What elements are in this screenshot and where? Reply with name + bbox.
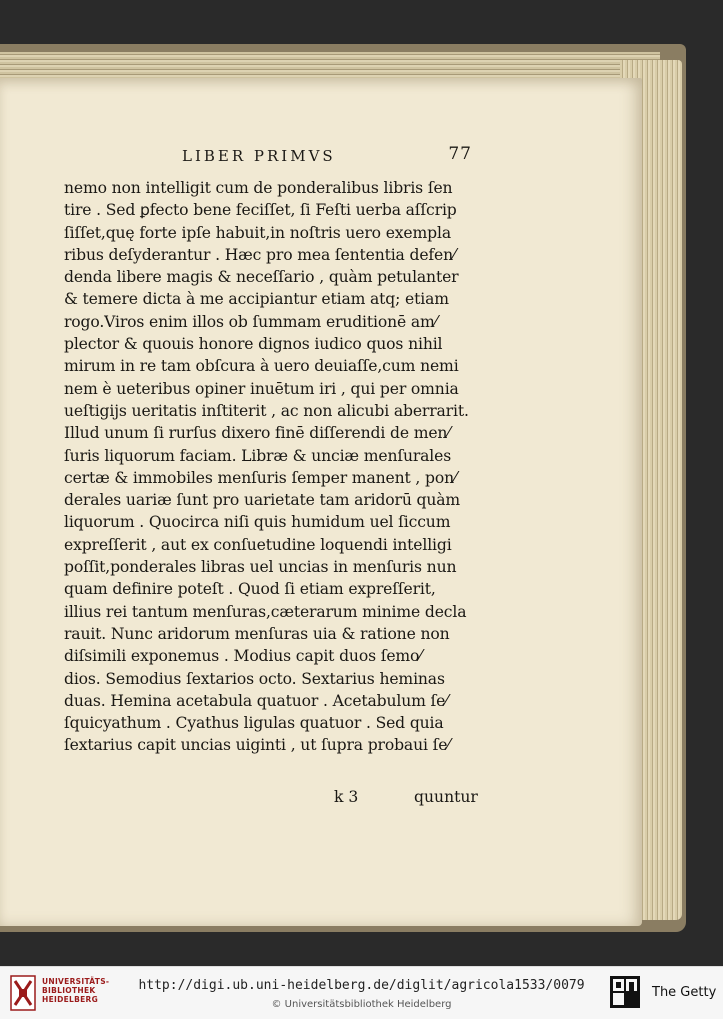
permalink-url[interactable]: http://digi.ub.uni-heidelberg.de/diglit/agricola1533/0079 xyxy=(138,978,585,993)
text-line: denda libere magis & neceſſario , quàm petulanter xyxy=(64,268,459,287)
text-line: ſuris liquorum faciam. Libræ & unciæ menſurales xyxy=(64,446,452,465)
text-line: quam definire poteſt . Quod ſi etiam expreſſerit, xyxy=(64,580,436,599)
catchword: quuntur xyxy=(414,788,478,806)
text-line: certæ & immobiles menſuris ſemper manent , pon⁄ xyxy=(64,468,457,487)
text-line: rauit. Nunc aridorum menſuras uia & ratione non xyxy=(64,624,450,643)
library-name-line: UNIVERSITÄTS- xyxy=(42,977,110,986)
text-line: dios. Semodius ſextarios octo. Sextarius heminas xyxy=(64,669,445,688)
text-line: nem è ueteribus opiner inuētum iri , qui per omnia xyxy=(64,379,459,398)
text-line: rogo.Viros enim illos ob ſummam eruditionē am⁄ xyxy=(64,312,438,331)
text-line: & temere dicta à me accipiantur etiam atq; etiam xyxy=(64,290,449,309)
text-block xyxy=(64,177,484,757)
viewer-footer xyxy=(0,966,723,1019)
text-line: ſextarius capit uncias uiginti , ut ſupra probaui ſe⁄ xyxy=(64,736,450,755)
text-line: expreſſerit , aut ex conſuetudine loquendi intelligi xyxy=(64,535,452,554)
getty-logo-icon[interactable] xyxy=(610,976,640,1008)
partner-name: The Getty xyxy=(652,985,717,1000)
text-line: mirum in re tam obſcura à uero deuiaſſe,cum nemi xyxy=(64,357,459,376)
text-line: poſſit,ponderales libras uel uncias in menſuris nun xyxy=(64,558,457,577)
text-line: ueſtigijs ueritatis inſtiterit , ac non alicubi aberrarit. xyxy=(64,401,469,420)
text-line: duas. Hemina acetabula quatuor . Acetabulum ſe⁄ xyxy=(64,691,448,710)
text-line: liquorum . Quocirca niſi quis humidum uel ſiccum xyxy=(64,513,451,532)
page-header xyxy=(182,144,472,171)
signature-mark: k 3 xyxy=(334,788,359,806)
page-number: 77 xyxy=(448,144,472,164)
signature-line xyxy=(64,788,484,812)
text-line: nemo non intelligit cum de ponderalibus libris ſen xyxy=(64,179,453,197)
text-line: illius rei tantum menſuras,cæterarum minime decla xyxy=(64,602,467,621)
text-line: plector & quouis honore dignos iudico quos nihil xyxy=(64,335,443,354)
text-line: ſquicyathum . Cyathus ligulas quatuor . Sed quia xyxy=(64,714,444,733)
text-line: ribus deſyderantur . Hæc pro mea ſententia defen⁄ xyxy=(64,245,456,264)
library-name-line: BIBLIOTHEK xyxy=(42,986,96,995)
text-line: ſiſſet,quę forte ipſe habuit,in noſtris uero exempla xyxy=(64,223,451,242)
library-name-line: HEIDELBERG xyxy=(42,995,99,1004)
text-line: tire . Sed ꝑfecto bene feciſſet, ſi Feſti uerba aſſcrip xyxy=(64,201,457,220)
text-line: diſsimili exponemus . Modius capit duos ſemo⁄ xyxy=(64,647,422,666)
text-line: Illud unum ſi rurſus dixero finē diſſerendi de men⁄ xyxy=(64,424,450,443)
running-head: LIBER PRIMVS xyxy=(182,147,336,165)
copyright-notice: © Universitätsbibliothek Heidelberg xyxy=(271,999,452,1010)
text-line: derales uariæ ſunt pro uarietate tam aridorū quàm xyxy=(64,491,461,510)
